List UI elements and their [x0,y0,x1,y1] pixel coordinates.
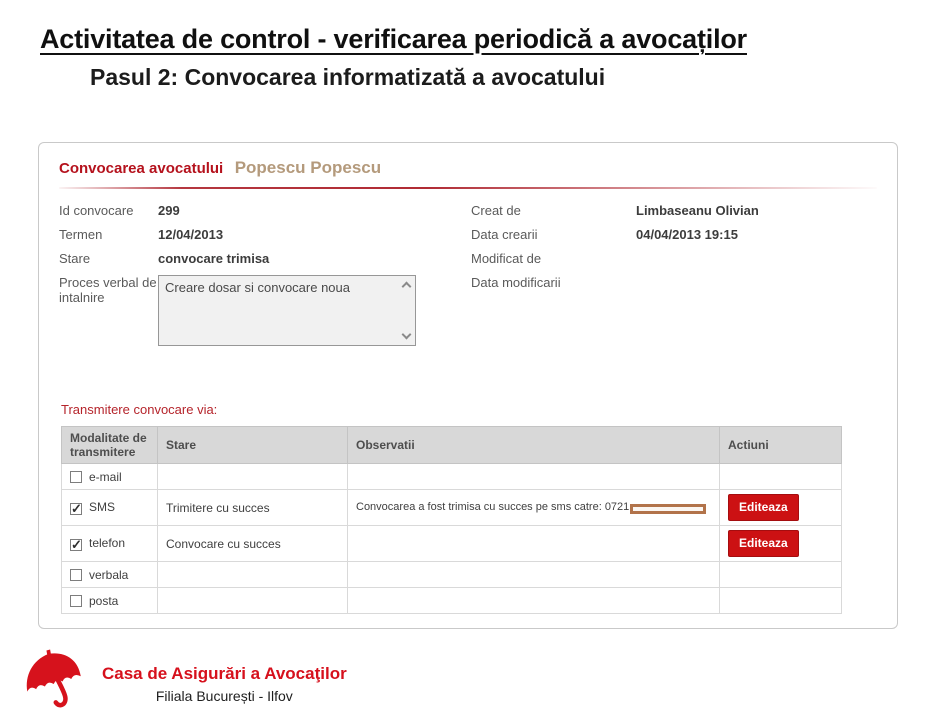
note-cell [348,562,720,588]
proces-verbal-textarea[interactable] [158,275,416,346]
transmission-table-body [62,464,842,614]
details-right-column [471,203,877,355]
method-cell [62,562,158,588]
method-checkbox[interactable] [70,569,82,581]
action-cell [720,490,842,526]
field-modificat-de [471,251,877,266]
method-cell [62,464,158,490]
panel-title: Convocarea avocatului [59,160,224,177]
note-cell [348,526,720,562]
field-value: 04/04/2013 19:15 [636,227,738,242]
status-cell [158,464,348,490]
footer-logo-block [16,646,347,721]
chevron-up-icon[interactable] [401,282,411,292]
col-header-actiuni: Actiuni [720,427,842,464]
method-label: e-mail [89,469,122,484]
method-checkbox[interactable] [70,595,82,607]
status-cell [158,588,348,614]
field-value: 299 [158,203,180,218]
method-checkbox[interactable]: ✓ [71,501,82,516]
field-id-convocare [59,203,471,218]
slide [0,24,933,704]
chevron-down-icon[interactable] [401,330,411,340]
col-header-modalitate: Modalitate de transmitere [62,427,158,464]
method-cell [62,526,158,562]
panel-header [59,158,877,178]
slide-subtitle: Pasul 2: Convocarea informatizată a avocatului [90,64,606,90]
method-label: verbala [89,567,129,582]
field-label: Termen [59,227,103,242]
field-data-crearii [471,227,877,242]
textarea-scrollbar[interactable] [397,276,415,345]
field-stare [59,251,471,266]
details-section [59,203,877,355]
lawyer-name: Popescu Popescu [234,158,382,177]
proces-verbal-text: Creare dosar si convocare noua [165,280,350,295]
details-left-column [59,203,471,355]
action-cell [720,562,842,588]
method-label: posta [89,593,119,608]
slide-title: Activitatea de control - verificarea periodică a avocaților [40,24,747,54]
method-cell [62,490,158,526]
note-cell [348,464,720,490]
field-label: Modificat de [471,251,542,266]
convocation-panel [38,142,898,629]
umbrella-icon [16,646,96,721]
note-cell [348,588,720,614]
table-header-row [62,427,842,464]
field-creat-de [471,203,877,218]
field-value: 12/04/2013 [158,227,224,242]
branch-name: Filiala București - Ilfov [155,687,293,704]
field-data-modificarii [471,275,877,290]
status-cell [158,562,348,588]
field-value: Limbaseanu Olivian [636,203,759,218]
method-label: SMS [89,500,116,514]
org-name: Casa de Asigurări a Avocaţilor [102,663,347,683]
table-row [62,562,842,588]
col-header-observatii: Observatii [348,427,720,464]
field-label: Creat de [471,203,521,218]
status-cell: Trimitere cu succes [158,490,348,526]
table-row [62,464,842,490]
method-label: telefon [89,536,126,550]
table-row [62,526,842,562]
transmission-table [61,426,842,614]
transmission-caption: Transmitere convocare via: [61,402,218,417]
redacted-phone [630,504,706,514]
header-divider [59,187,877,189]
edit-button[interactable]: Editeaza [728,530,799,557]
field-label: Data crearii [471,227,538,242]
action-cell [720,588,842,614]
field-label: Stare [59,251,91,266]
field-value: convocare trimisa [158,251,270,266]
method-cell [62,588,158,614]
note-cell [348,490,720,526]
action-cell [720,526,842,562]
edit-button[interactable]: Editeaza [728,494,799,521]
table-row [62,588,842,614]
footer-text [102,664,347,704]
field-label: Proces verbal de intalnire [59,275,157,305]
field-label: Id convocare [59,203,134,218]
action-cell [720,464,842,490]
col-header-stare: Stare [158,427,348,464]
field-label: Data modificarii [471,275,561,290]
method-checkbox[interactable] [70,471,82,483]
field-termen [59,227,471,242]
table-row [62,490,842,526]
method-checkbox[interactable]: ✓ [71,537,82,552]
field-proces-verbal [59,275,471,346]
note-text: Convocarea a fost trimisa cu succes pe sms catre: 0721 [356,501,630,513]
status-cell: Convocare cu succes [158,526,348,562]
